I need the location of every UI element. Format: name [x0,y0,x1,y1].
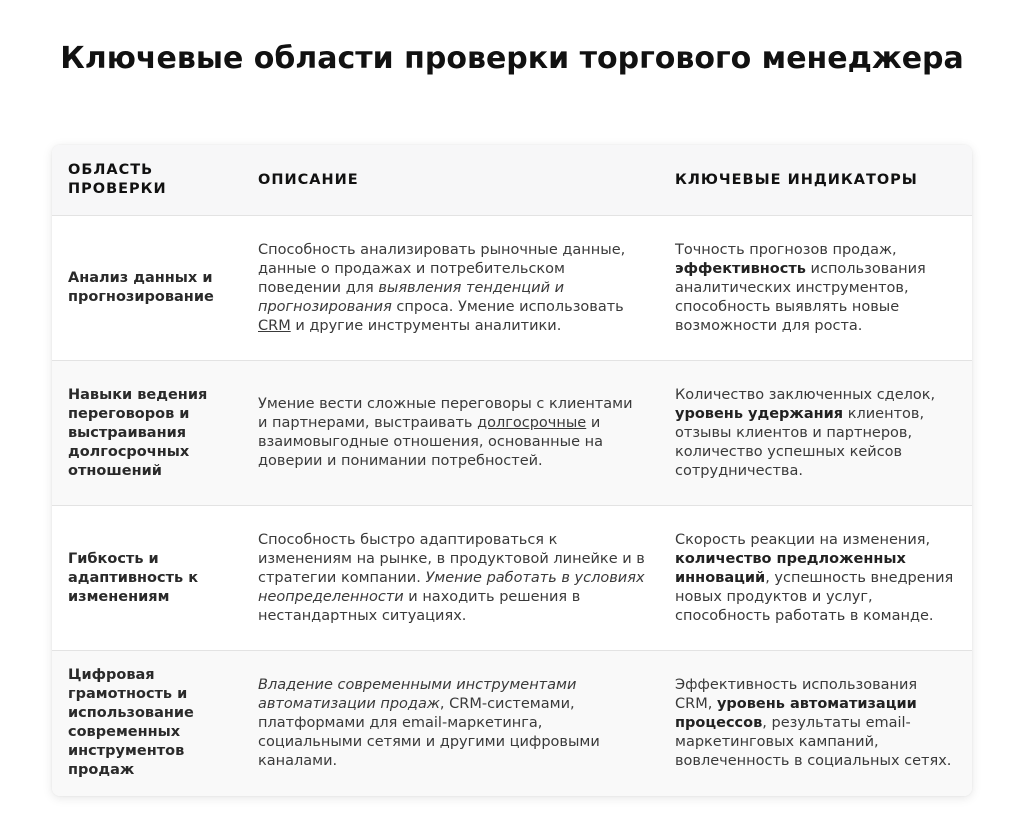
table-row [52,361,972,506]
description-cell [242,506,659,651]
header-description: ОПИСАНИЕ [242,145,659,216]
indicators-cell [659,651,972,796]
text-run: использования аналитических инструментов, способность выявлять новые возможности для роста. [675,260,926,334]
text-run: и взаимовыгодные отношения, основанные на доверии и понимании потребностей. [258,415,603,469]
text-run: , успешность внедрения новых продуктов и услуг, способность работать в команде. [675,569,954,624]
italic-run: Владение современными инструментами автоматизации продаж [258,676,577,712]
text-run: клиентов, отзывы клиентов и партнеров, количество успешных кейсов сотрудничества. [675,405,925,479]
description-cell [242,361,659,506]
italic-run: Умение работать в условиях неопределенности [258,569,645,605]
description-cell [242,651,659,796]
indicators-cell [659,216,972,361]
text-run: Скорость реакции на изменения, [675,531,931,548]
bold-run: уровень удержания [675,405,844,422]
table-row [52,651,972,796]
area-cell: Навыки ведения переговоров и выстраивания долгосрочных отношений [52,361,242,506]
bold-run: уровень автоматизации процессов [675,695,917,731]
description-cell [242,216,659,361]
header-area: ОБЛАСТЬ ПРОВЕРКИ [52,145,242,216]
italic-run: выявления тенденций и прогнозирования [258,279,565,315]
text-run: , результаты email-маркетинговых кампаний, вовлеченность в социальных сетях. [675,714,952,769]
table-row [52,216,972,361]
text-run: Способность быстро адаптироваться к изменениям на рынке, в продуктовой линейке и в стратегии компании. [258,531,645,586]
text-run: и находить решения в нестандартных ситуациях. [258,588,581,624]
area-cell: Гибкость и адаптивность к изменениям [52,506,242,651]
area-cell: Цифровая грамотность и использование современных инструментов продаж [68,667,194,779]
text-run: и другие инструменты аналитики. [290,317,562,334]
page-title: Ключевые области проверки торгового менеджера [60,41,964,76]
text-run: Умение вести сложные переговоры с клиентами и партнерами, выстраивать [258,396,633,431]
checks-table [52,145,972,796]
text-run: Точность прогнозов продаж, [675,241,897,258]
table-row [52,506,972,651]
bold-run: эффективность [675,260,806,277]
text-run: Способность анализировать рыночные данные, данные о продажах и потребительском поведении для [258,241,626,296]
underlined-run: долгосрочные [477,415,587,431]
text-run: спроса. Умение использовать [391,298,624,315]
bold-run: количество предложенных инноваций [675,550,906,586]
checks-table-card [52,145,972,796]
table-header-row [52,145,972,216]
text-run: , CRM-системами, платформами для email-маркетинга, социальными сетями и другими цифровыми каналами. [258,695,600,769]
text-run: Количество заключенных сделок, [675,386,936,403]
text-run: Эффективность использования CRM, [675,676,918,712]
indicators-cell [659,361,972,506]
header-indicators: КЛЮЧЕВЫЕ ИНДИКАТОРЫ [659,145,972,216]
indicators-cell [659,506,972,651]
area-cell: Анализ данных и прогнозирование [52,216,242,361]
underlined-run: CRM [258,317,291,334]
